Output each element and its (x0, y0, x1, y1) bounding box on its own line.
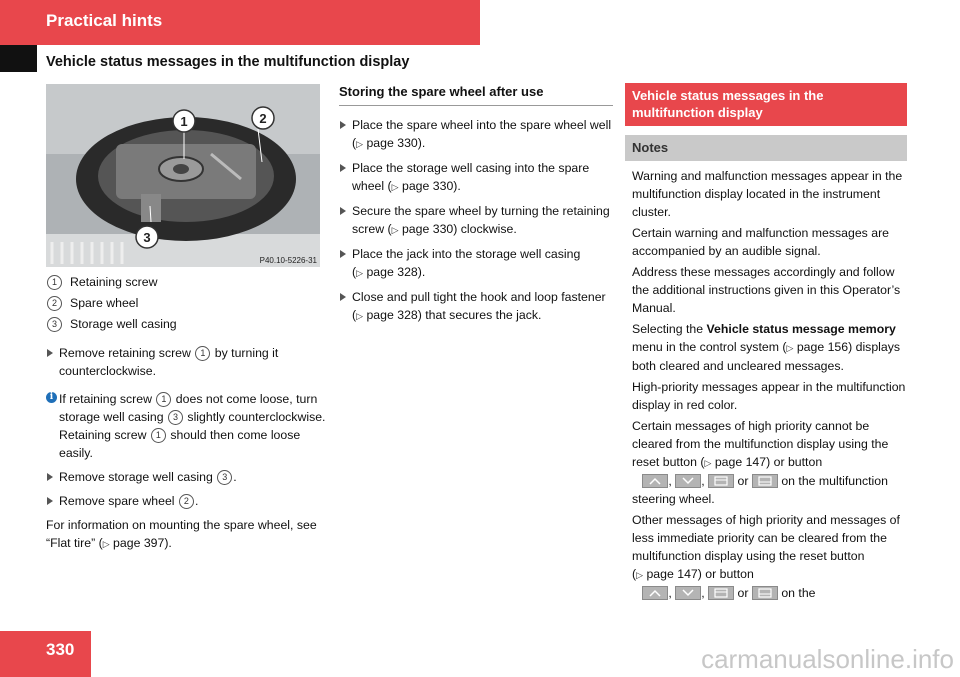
callout-number: 1 (195, 346, 210, 361)
triangle-right-icon: ▷ (356, 139, 364, 149)
triangle-right-icon: ▷ (786, 343, 794, 353)
right-column (625, 83, 907, 605)
legend-label: Retaining screw (70, 275, 158, 289)
step-remove-wheel: Remove spare wheel 2 . (46, 492, 326, 510)
callout-number: 1 (156, 392, 171, 407)
page-link[interactable]: page 156) displays both cleared and uncleared messages. (632, 340, 901, 373)
paragraph: High-priority messages appear in the multifunction display in red color. (632, 380, 906, 412)
page-link[interactable]: page 330). (366, 136, 426, 150)
legend-item (46, 273, 326, 294)
legend-label: Spare wheel (70, 296, 139, 310)
up-arrow-button-icon (642, 586, 668, 600)
page-link[interactable]: page 330) clockwise. (401, 222, 517, 236)
paragraph: Selecting the Vehicle status message memory menu in the control system (▷ page 156) displays both cleared and uncleared messages. (632, 322, 901, 373)
triangle-right-icon: ▷ (102, 539, 110, 549)
triangle-right-icon: ▷ (391, 182, 399, 192)
display-next-button-icon (708, 474, 734, 488)
step-remove-screw: Remove retaining screw 1 by turning it counterclockwise. (46, 344, 326, 380)
callout-number: 3 (47, 317, 62, 332)
paragraph: Certain messages of high priority cannot be cleared from the multifunction display using the reset button (▷ page 147) or button , , or on the multifunction steering wheel. (632, 419, 889, 506)
paragraph: Address these messages accordingly and follow the additional instructions given in this Operator’s Manual. (632, 265, 901, 315)
flat-tire-reference: For information on mounting the spare wheel, see “Flat tire” (▷ page 397). (46, 518, 317, 550)
spare-wheel-photo (46, 84, 320, 267)
display-previous-button-icon (752, 586, 778, 600)
info-note: i If retaining screw 1 does not come loose, turn storage well casing 3 slightly counterclockwise. Retaining screw 1 should then come loose easily. (46, 390, 326, 462)
down-arrow-button-icon (675, 474, 701, 488)
page-link[interactable]: page 330). (402, 179, 461, 193)
watermark: carmanualsonline.info (701, 644, 954, 674)
legend-label: Storage well casing (70, 317, 177, 331)
photo-code: P40.10-5226-31 (259, 256, 317, 265)
triangle-right-icon: ▷ (391, 225, 399, 235)
storing-step: Place the spare wheel into the spare wheel well (▷ page 330). (339, 116, 613, 153)
triangle-right-icon: ▷ (704, 458, 712, 468)
header-tab-marker (0, 45, 37, 72)
section-heading-box: Vehicle status messages in the multifunction display (625, 83, 907, 126)
storing-step: Secure the spare wheel by turning the retaining screw (▷ page 330) clockwise. (339, 202, 613, 239)
step-remove-casing: Remove storage well casing 3 . (46, 468, 326, 486)
up-arrow-button-icon (642, 474, 668, 488)
legend-item (46, 294, 326, 315)
photo-legend (46, 273, 326, 336)
left-column (46, 344, 326, 553)
notes-heading-box: Notes (625, 135, 907, 161)
triangle-right-icon: ▷ (636, 570, 644, 580)
callout-1-label: 1 (180, 114, 188, 129)
paragraph: Certain warning and malfunction messages are accompanied by an audible signal. (632, 226, 890, 258)
display-previous-button-icon (752, 474, 778, 488)
callout-number: 2 (179, 494, 194, 509)
callout-number: 3 (168, 410, 183, 425)
triangle-right-icon: ▷ (356, 268, 364, 278)
callout-number: 2 (47, 296, 62, 311)
callout-number: 3 (217, 470, 232, 485)
section-title: Practical hints (46, 11, 163, 30)
callout-2-label: 2 (259, 111, 267, 126)
page-number: 330 (46, 640, 75, 659)
display-next-button-icon (708, 586, 734, 600)
spare-wheel-illustration (46, 84, 320, 267)
callout-number: 1 (151, 428, 166, 443)
page-link[interactable]: page 328) that secures the jack. (366, 308, 542, 322)
page-link[interactable]: page 147) or button (714, 455, 823, 469)
callout-3-label: 3 (143, 230, 151, 245)
page-link[interactable]: page 147) or button (646, 567, 754, 581)
page-link[interactable]: page 397). (113, 536, 172, 550)
storing-step: Place the jack into the storage well casing (▷ page 328). (339, 245, 613, 282)
notes-body (625, 167, 907, 602)
page-subtitle: Vehicle status messages in the multifunction display (46, 54, 410, 70)
storing-step: Close and pull tight the hook and loop fastener (▷ page 328) that secures the jack. (339, 288, 613, 325)
paragraph: Other messages of high priority and messages of less immediate priority can be cleared from the multifunction display using the reset button (▷ page 147) or button , , or on the (632, 513, 900, 600)
triangle-right-icon: ▷ (356, 311, 364, 321)
legend-item (46, 315, 326, 336)
paragraph: Warning and malfunction messages appear in the multifunction display located in the instrument cluster. (632, 169, 903, 219)
callout-number: 1 (47, 275, 62, 290)
storing-heading: Storing the spare wheel after use (339, 83, 613, 106)
storing-step: Place the storage well casing into the spare wheel (▷ page 330). (339, 159, 613, 196)
middle-column (339, 83, 613, 331)
down-arrow-button-icon (675, 586, 701, 600)
page-link[interactable]: page 328). (366, 265, 426, 279)
info-icon: i (46, 392, 57, 403)
